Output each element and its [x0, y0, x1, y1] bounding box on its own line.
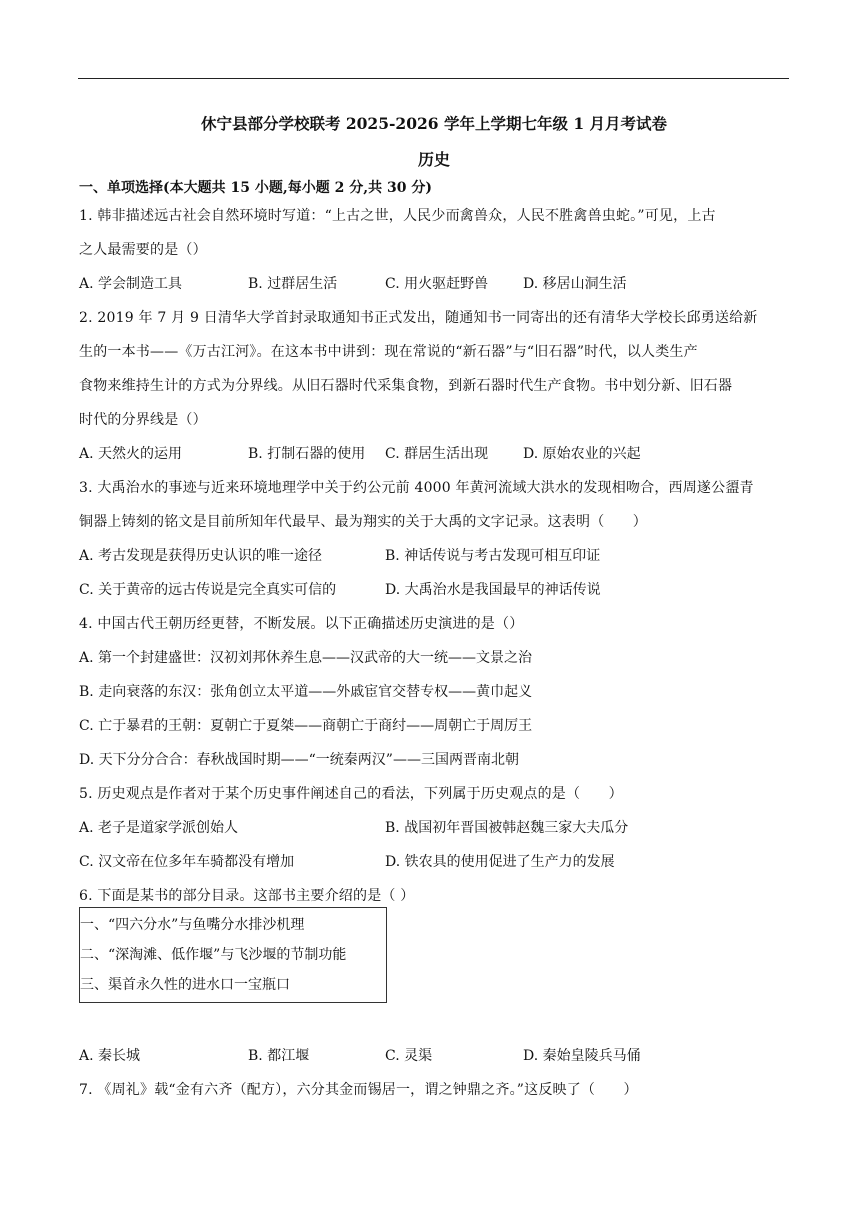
question-text-line: 2. 2019 年 7 月 9 日清华大学首封录取通知书正式发出，随通知书一同寄出的还有清华大学校长邱勇送给新: [79, 310, 758, 326]
option-b[interactable]: B. 战国初年晋国被韩赵魏三家大夫瓜分: [385, 820, 629, 836]
question-text-line: 3. 大禹治水的事迹与近来环境地理学中关于约公元前 4000 年黄河流域大洪水的发现相吻合，西周遂公盨青: [79, 480, 754, 496]
question-text-line: 生的一本书——《万古江河》。在这本书中讲到：现在常说的“新石器”与“旧石器”时代，以人类生产: [79, 344, 698, 360]
question-text-line: 4. 中国古代王朝历经更替，不断发展。以下正确描述历史演进的是（）: [79, 616, 524, 632]
top-rule: [78, 78, 789, 79]
table-of-contents-box: [79, 907, 387, 1003]
question-text-line: 之人最需要的是（）: [79, 242, 207, 258]
question-text-line: 6. 下面是某书的部分目录。这部书主要介绍的是（ ）: [79, 888, 415, 904]
option-b[interactable]: B. 都江堰: [248, 1048, 310, 1064]
question-text-line: 1. 韩非描述远古社会自然环境时写道：“上古之世，人民少而禽兽众，人民不胜禽兽虫蛇。”可见，上古: [79, 208, 716, 224]
exam-title: 休宁县部分学校联考 2025-2026 学年上学期七年级 1 月月考试卷: [200, 114, 668, 133]
option-d[interactable]: D. 大禹治水是我国最早的神话传说: [385, 582, 601, 598]
option-b[interactable]: B. 打制石器的使用: [248, 446, 366, 462]
question-text-line: 铜器上铸刻的铭文是目前所知年代最早、最为翔实的关于大禹的文字记录。这表明（ ）: [79, 514, 647, 530]
question-text-line: 食物来维持生计的方式为分界线。从旧石器时代采集食物，到新石器时代生产食物。书中划分新、旧石器: [79, 378, 733, 394]
toc-item: 二、“深淘滩、低作堰”与飞沙堰的节制功能: [80, 947, 347, 963]
option-a[interactable]: A. 学会制造工具: [79, 276, 183, 292]
option-c[interactable]: C. 灵渠: [385, 1048, 433, 1064]
option-d[interactable]: D. 天下分分合合：春秋战国时期——“一统秦两汉”——三国两晋南北朝: [79, 752, 519, 768]
option-b[interactable]: B. 走向衰落的东汉：张角创立太平道——外戚宦官交替专权——黄巾起义: [79, 684, 533, 700]
option-c[interactable]: C. 亡于暴君的王朝：夏朝亡于夏桀——商朝亡于商纣——周朝亡于周厉王: [79, 718, 533, 734]
option-b[interactable]: B. 神话传说与考古发现可相互印证: [385, 548, 601, 564]
subject-title: 历史: [417, 150, 450, 169]
option-a[interactable]: A. 秦长城: [79, 1048, 141, 1064]
option-a[interactable]: A. 第一个封建盛世：汉初刘邦休养生息——汉武帝的大一统——文景之治: [79, 650, 533, 666]
question-text-line: 时代的分界线是（）: [79, 412, 207, 428]
option-c[interactable]: C. 汉文帝在位多年车骑都没有增加: [79, 854, 295, 870]
option-a[interactable]: A. 考古发现是获得历史认识的唯一途径: [79, 548, 323, 564]
toc-item: 三、渠首永久性的进水口一宝瓶口: [80, 977, 290, 993]
question-text-line: 7. 《周礼》载“金有六齐（配方），六分其金而锡居一，谓之钟鼎之齐。”这反映了（ ）: [79, 1082, 638, 1098]
option-d[interactable]: D. 原始农业的兴起: [523, 446, 641, 462]
option-c[interactable]: C. 用火驱赶野兽: [385, 276, 489, 292]
option-d[interactable]: D. 移居山洞生活: [523, 276, 627, 292]
toc-item: 一、“四六分水”与鱼嘴分水排沙机理: [80, 917, 305, 933]
option-a[interactable]: A. 天然火的运用: [79, 446, 183, 462]
question-text-line: 5. 历史观点是作者对于某个历史事件阐述自己的看法，下列属于历史观点的是（ ）: [79, 786, 623, 802]
option-a[interactable]: A. 老子是道家学派创始人: [79, 820, 239, 836]
option-d[interactable]: D. 铁农具的使用促进了生产力的发展: [385, 854, 615, 870]
option-c[interactable]: C. 群居生活出现: [385, 446, 489, 462]
option-d[interactable]: D. 秦始皇陵兵马俑: [523, 1048, 641, 1064]
option-b[interactable]: B. 过群居生活: [248, 276, 338, 292]
option-c[interactable]: C. 关于黄帝的远古传说是完全真实可信的: [79, 582, 337, 598]
section-heading: 一、单项选择(本大题共 15 小题,每小题 2 分,共 30 分): [79, 180, 432, 196]
